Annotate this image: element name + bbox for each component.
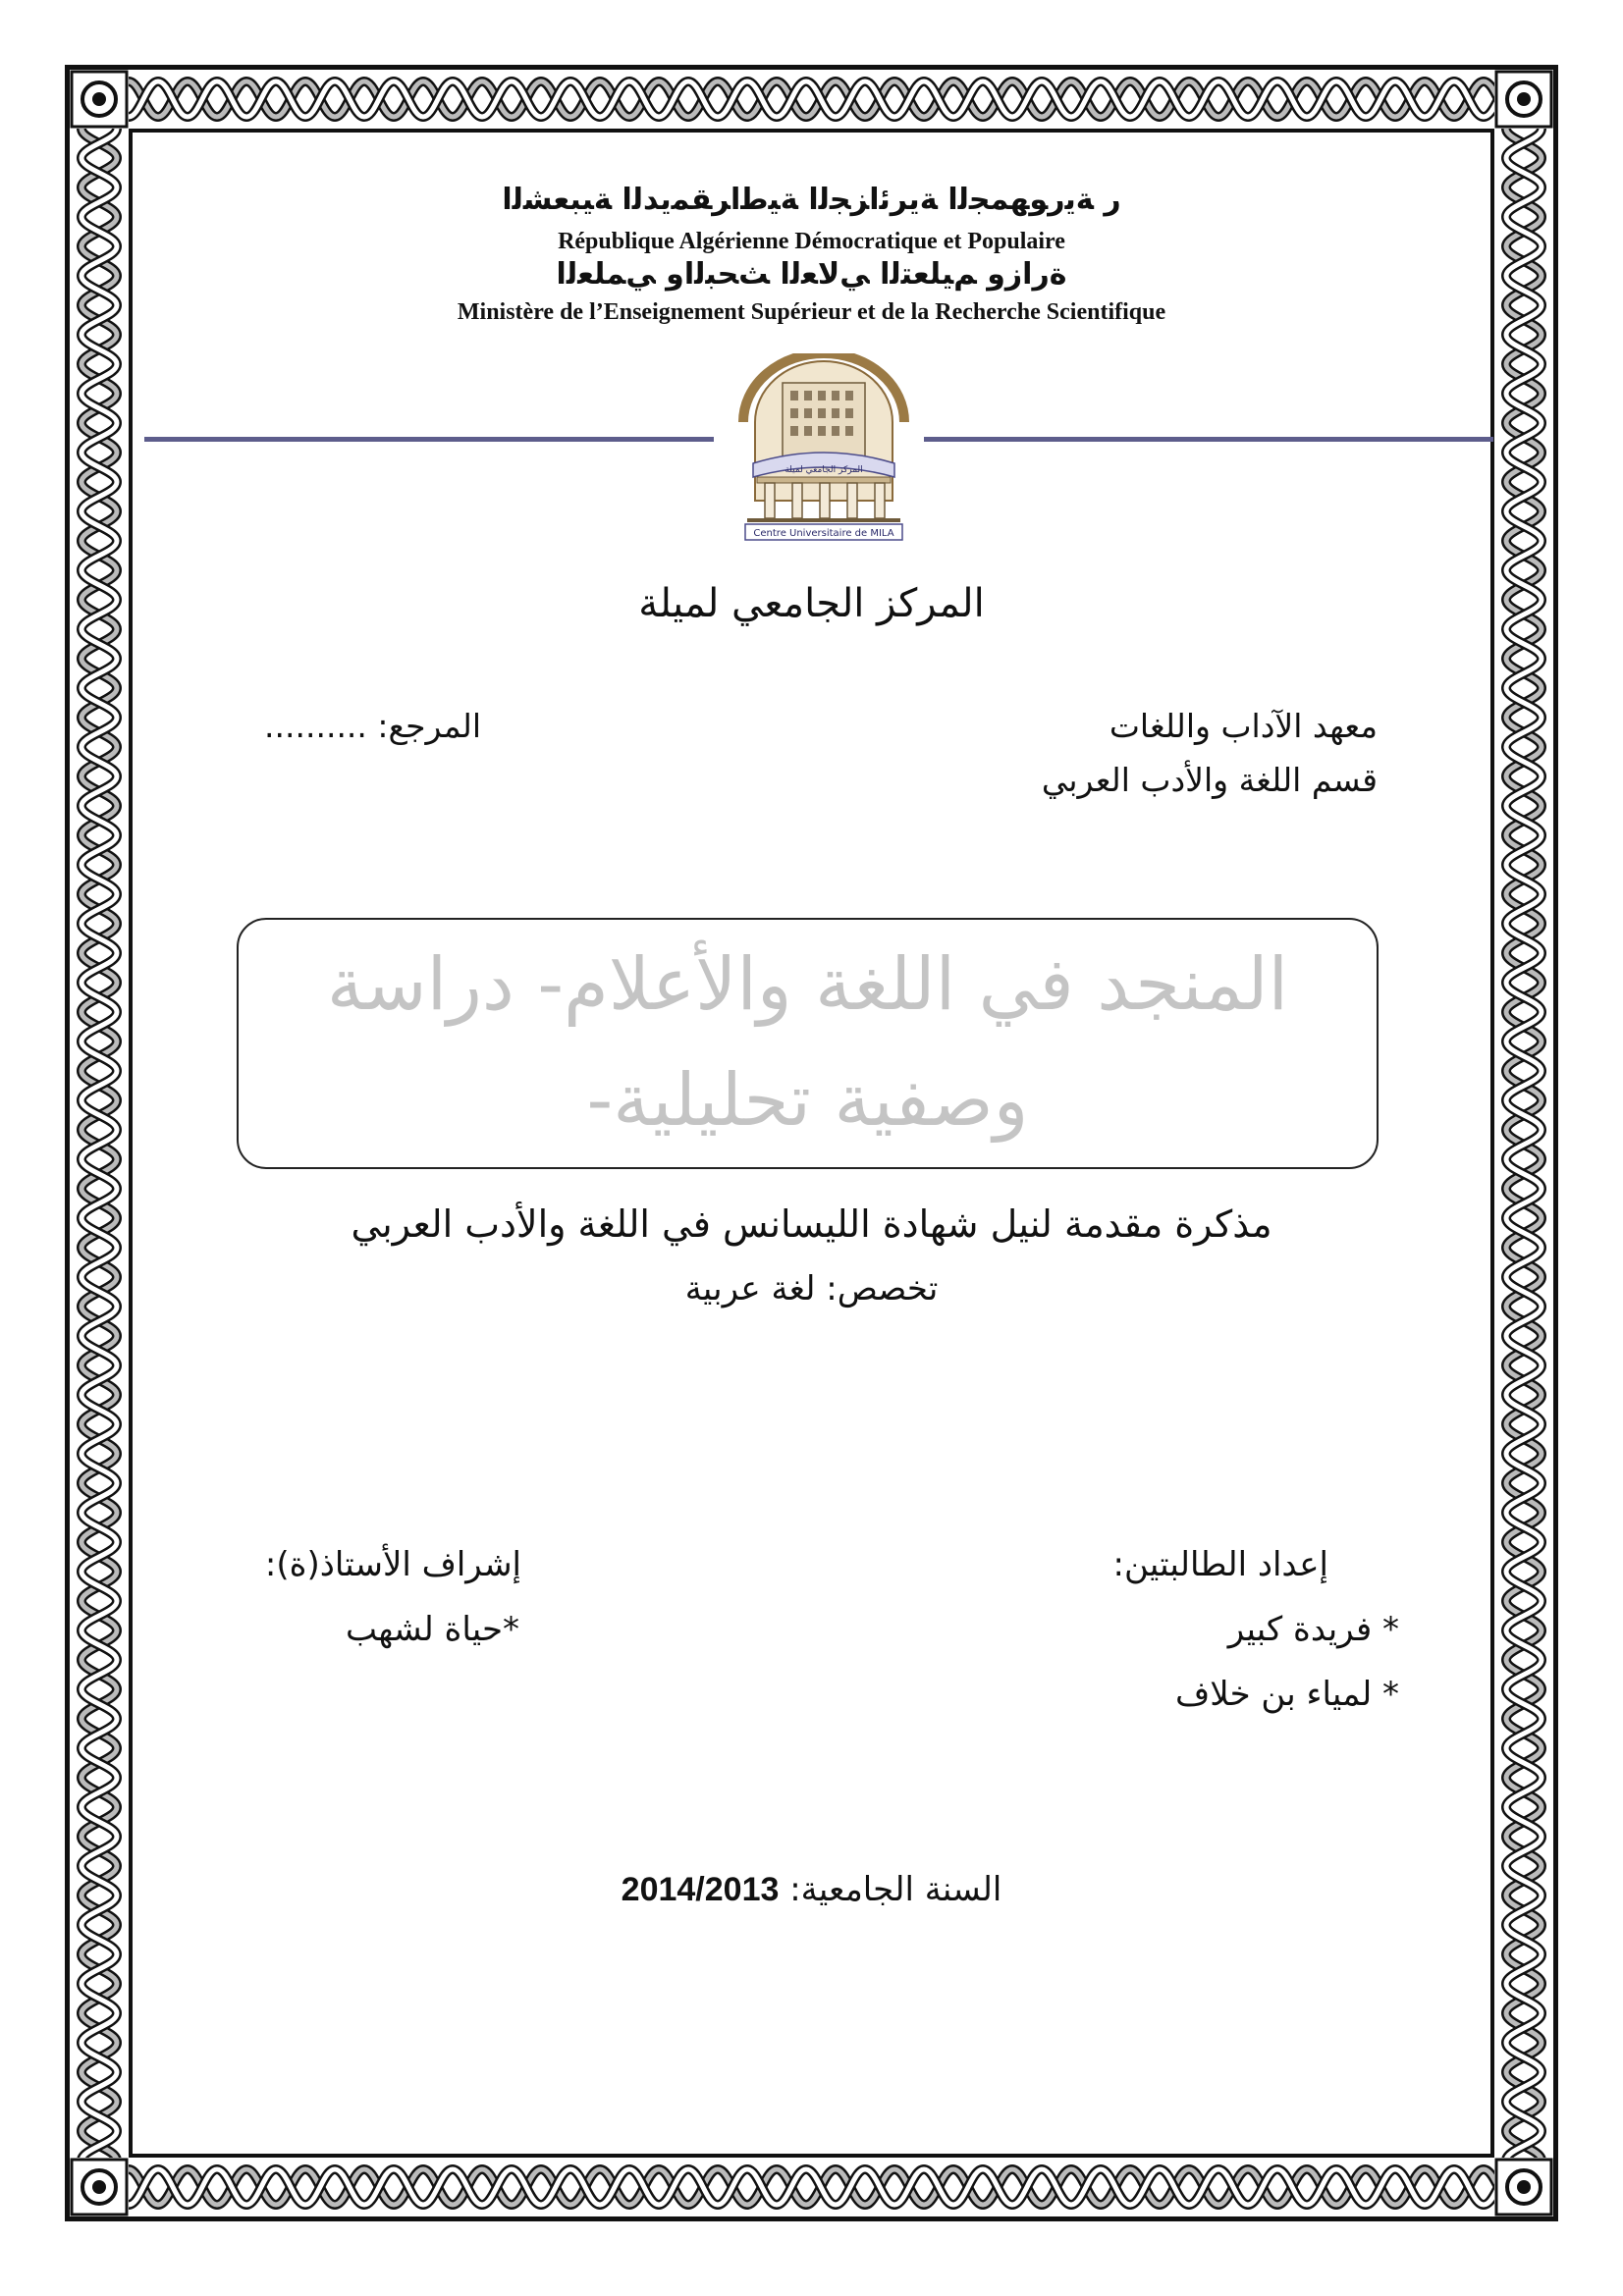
student-name-1: * فريدة كبير [1227,1610,1399,1649]
academic-year-label: السنة الجامعية: [789,1870,1002,1909]
corner-ornament-icon [1494,70,1553,129]
thesis-title-line-1: المنجد في اللغة والأعلام- دراسة [326,942,1289,1027]
institution-name: المركز الجامعي لميلة [638,581,985,626]
academic-year-value: 2014/2013 [621,1871,780,1908]
header-republique: République Algérienne Démocratique et Populaire [558,229,1065,254]
header-arabic-line-2: ﺓﺭﺍﺯﻭ ﻢﻴﻠﻌﺘﻟﺍ ﻲﻟﺎﻌﻟﺍ ﺚﺤﺒﻟﺍﻭ ﻲﻤﻠﻌﻟﺍ [556,257,1067,292]
header-ministere: Ministère de l’Enseignement Supérieur et de la Recherche Scientifique [457,299,1166,325]
header-divider-right [924,437,1493,442]
header-divider-left [144,437,714,442]
thesis-subtitle: مذكرة مقدمة لنيل شهادة الليسانس في اللغة والأدب العربي [351,1202,1272,1246]
university-logo [735,353,912,542]
supervisor-name: *حياة لشهب [345,1610,519,1649]
corner-ornament-icon [70,2158,129,2216]
institute-name: معهد الآداب واللغات [1109,707,1378,745]
students-heading: إعداد الطالبتين: [1112,1545,1328,1584]
corner-ornament-icon [70,70,129,129]
reference-number: المرجع: .......... [264,707,481,745]
corner-ornament-icon [1494,2158,1553,2216]
specialty: تخصص: لغة عربية [684,1269,939,1308]
supervisor-heading: إشراف الأستاذ(ة): [264,1545,521,1584]
thesis-title-line-2: وصفية تحليلية- [586,1058,1029,1143]
header-arabic-line-1: ﺭ ﺔﻳﺭﻮﻬﻤﺠﻟﺍ ﺔﻳﺮﺋﺍﺰﺠﻟﺍ ﺔﻴﻃﺍﺮﻘﻤﻳﺪﻟﺍ ﺔﻴﺒﻌﺸﻟﺍ [502,183,1121,217]
department-name: قسم اللغة والأدب العربي [1041,761,1378,799]
logo-caption: Centre Universitaire de MILA [753,528,894,539]
logo-banner-text: المركز الجامعي لميلة [784,465,863,475]
student-name-2: * لمياء بن خلاف [1175,1675,1399,1714]
bottom-border-pattern [70,2158,1553,2216]
academic-year [0,1870,1623,1909]
top-border-pattern [70,70,1553,129]
